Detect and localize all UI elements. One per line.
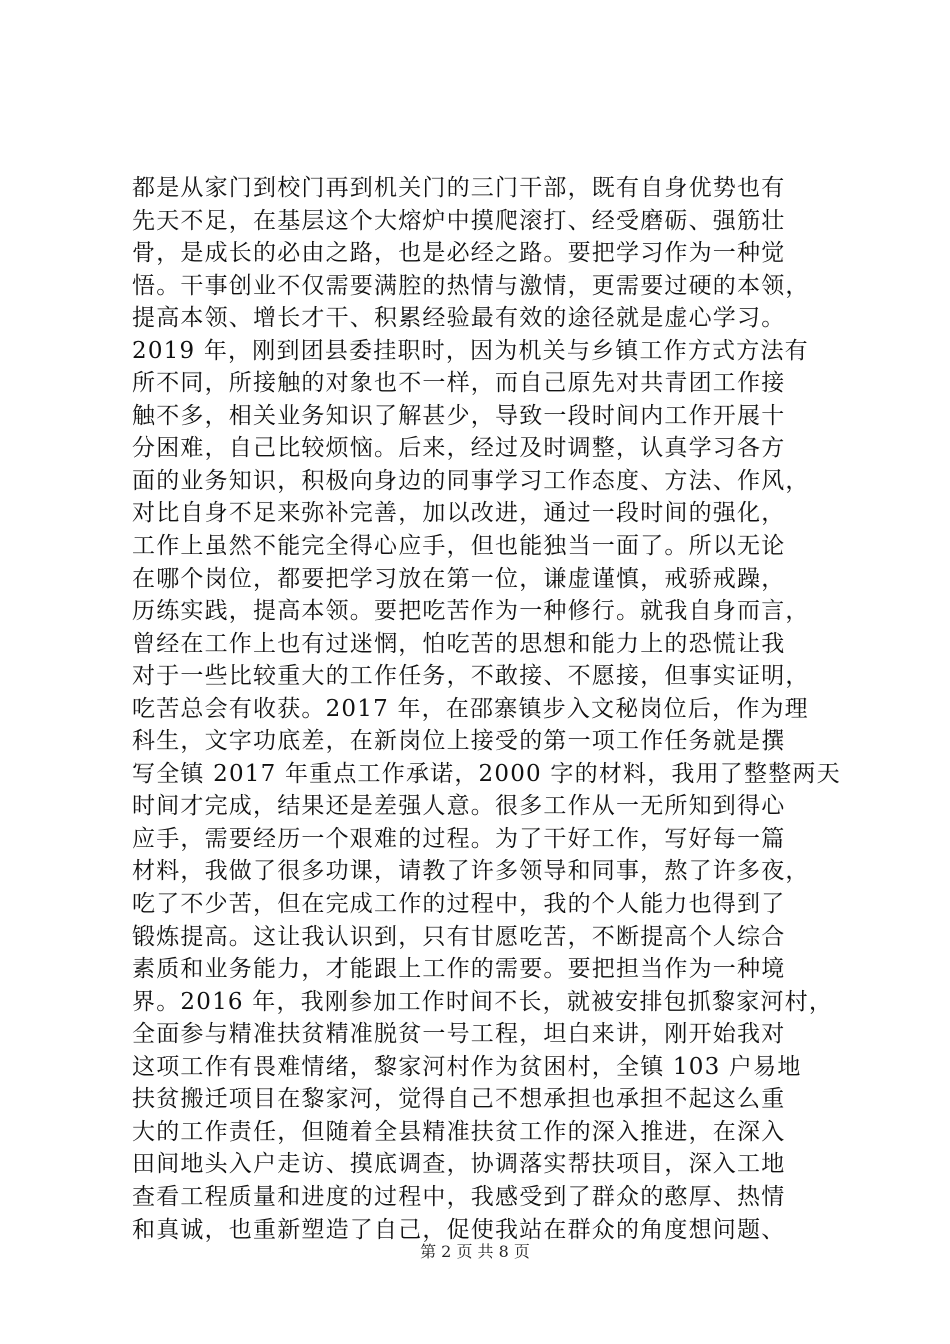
text-line: 吃了不少苦，但在完成工作的过程中，我的个人能力也得到了 bbox=[132, 891, 786, 918]
text-line: 曾经在工作上也有过迷惘，怕吃苦的思想和能力上的恐慌让我 bbox=[132, 630, 786, 657]
text-line: 田间地头入户走访、摸底调查，协调落实帮扶项目，深入工地 bbox=[132, 1151, 786, 1178]
text-line: 锻炼提高。这让我认识到，只有甘愿吃苦，不断提高个人综合 bbox=[132, 923, 786, 950]
text-line: 分困难，自己比较烦恼。后来，经过及时调整，认真学习各方 bbox=[132, 435, 786, 462]
text-line: 应手，需要经历一个艰难的过程。为了干好工作，写好每一篇 bbox=[132, 825, 786, 852]
text-line: 界。2016 年，我刚参加工作时间不长，就被安排包抓黎家河村， bbox=[132, 988, 834, 1015]
text-line: 触不多，相关业务知识了解甚少，导致一段时间内工作开展十 bbox=[132, 402, 786, 429]
text-line: 对于一些比较重大的工作任务，不敢接、不愿接，但事实证明， bbox=[132, 663, 810, 690]
text-line: 骨，是成长的必由之路，也是必经之路。要把学习作为一种觉 bbox=[132, 240, 786, 267]
text-line: 先天不足，在基层这个大熔炉中摸爬滚打、经受磨砺、强筋壮 bbox=[132, 207, 786, 234]
text-line: 科生，文字功底差，在新岗位上接受的第一项工作任务就是撰 bbox=[132, 728, 786, 755]
text-line: 扶贫搬迁项目在黎家河，觉得自己不想承担也承担不起这么重 bbox=[132, 1086, 786, 1113]
text-line: 吃苦总会有收获。2017 年，在邵寨镇步入文秘岗位后，作为理 bbox=[132, 695, 809, 722]
text-line: 材料，我做了很多功课，请教了许多领导和同事，熬了许多夜， bbox=[132, 858, 810, 885]
text-line: 素质和业务能力，才能跟上工作的需要。要把担当作为一种境 bbox=[132, 956, 786, 983]
text-line: 时间才完成，结果还是差强人意。很多工作从一无所知到得心 bbox=[132, 793, 786, 820]
page-footer: 第 2 页 共 8 页 bbox=[420, 1242, 530, 1261]
text-line: 大的工作责任，但随着全县精准扶贫工作的深入推进，在深入 bbox=[132, 1118, 786, 1145]
text-line: 都是从家门到校门再到机关门的三门干部，既有自身优势也有 bbox=[132, 175, 786, 201]
text-line: 写全镇 2017 年重点工作承诺，2000 字的材料，我用了整整两天 bbox=[132, 760, 841, 787]
text-line: 悟。干事创业不仅需要满腔的热情与激情，更需要过硬的本领， bbox=[132, 272, 810, 299]
text-line: 提高本领、增长才干、积累经验最有效的途径就是虚心学习。 bbox=[132, 305, 786, 332]
text-line: 这项工作有畏难情绪，黎家河村作为贫困村，全镇 103 户易地 bbox=[132, 1053, 802, 1080]
text-line: 在哪个岗位，都要把学习放在第一位，谦虚谨慎，戒骄戒躁， bbox=[132, 565, 786, 592]
text-line: 历练实践，提高本领。要把吃苦作为一种修行。就我自身而言， bbox=[132, 598, 810, 625]
text-line: 所不同，所接触的对象也不一样，而自己原先对共青团工作接 bbox=[132, 370, 786, 397]
text-line: 对比自身不足来弥补完善，加以改进，通过一段时间的强化， bbox=[132, 500, 786, 527]
body-text bbox=[132, 172, 852, 1246]
text-line: 查看工程质量和进度的过程中，我感受到了群众的憨厚、热情 bbox=[132, 1183, 786, 1210]
text-line: 工作上虽然不能完全得心应手，但也能独当一面了。所以无论 bbox=[132, 533, 786, 560]
text-line: 全面参与精准扶贫精准脱贫一号工程，坦白来讲，刚开始我对 bbox=[132, 1021, 786, 1048]
text-line: 2019 年，刚到团县委挂职时，因为机关与乡镇工作方式方法有 bbox=[132, 337, 809, 364]
text-line: 面的业务知识，积极向身边的同事学习工作态度、方法、作风， bbox=[132, 467, 810, 494]
text-line: 和真诚，也重新塑造了自己，促使我站在群众的角度想问题、 bbox=[132, 1216, 786, 1243]
